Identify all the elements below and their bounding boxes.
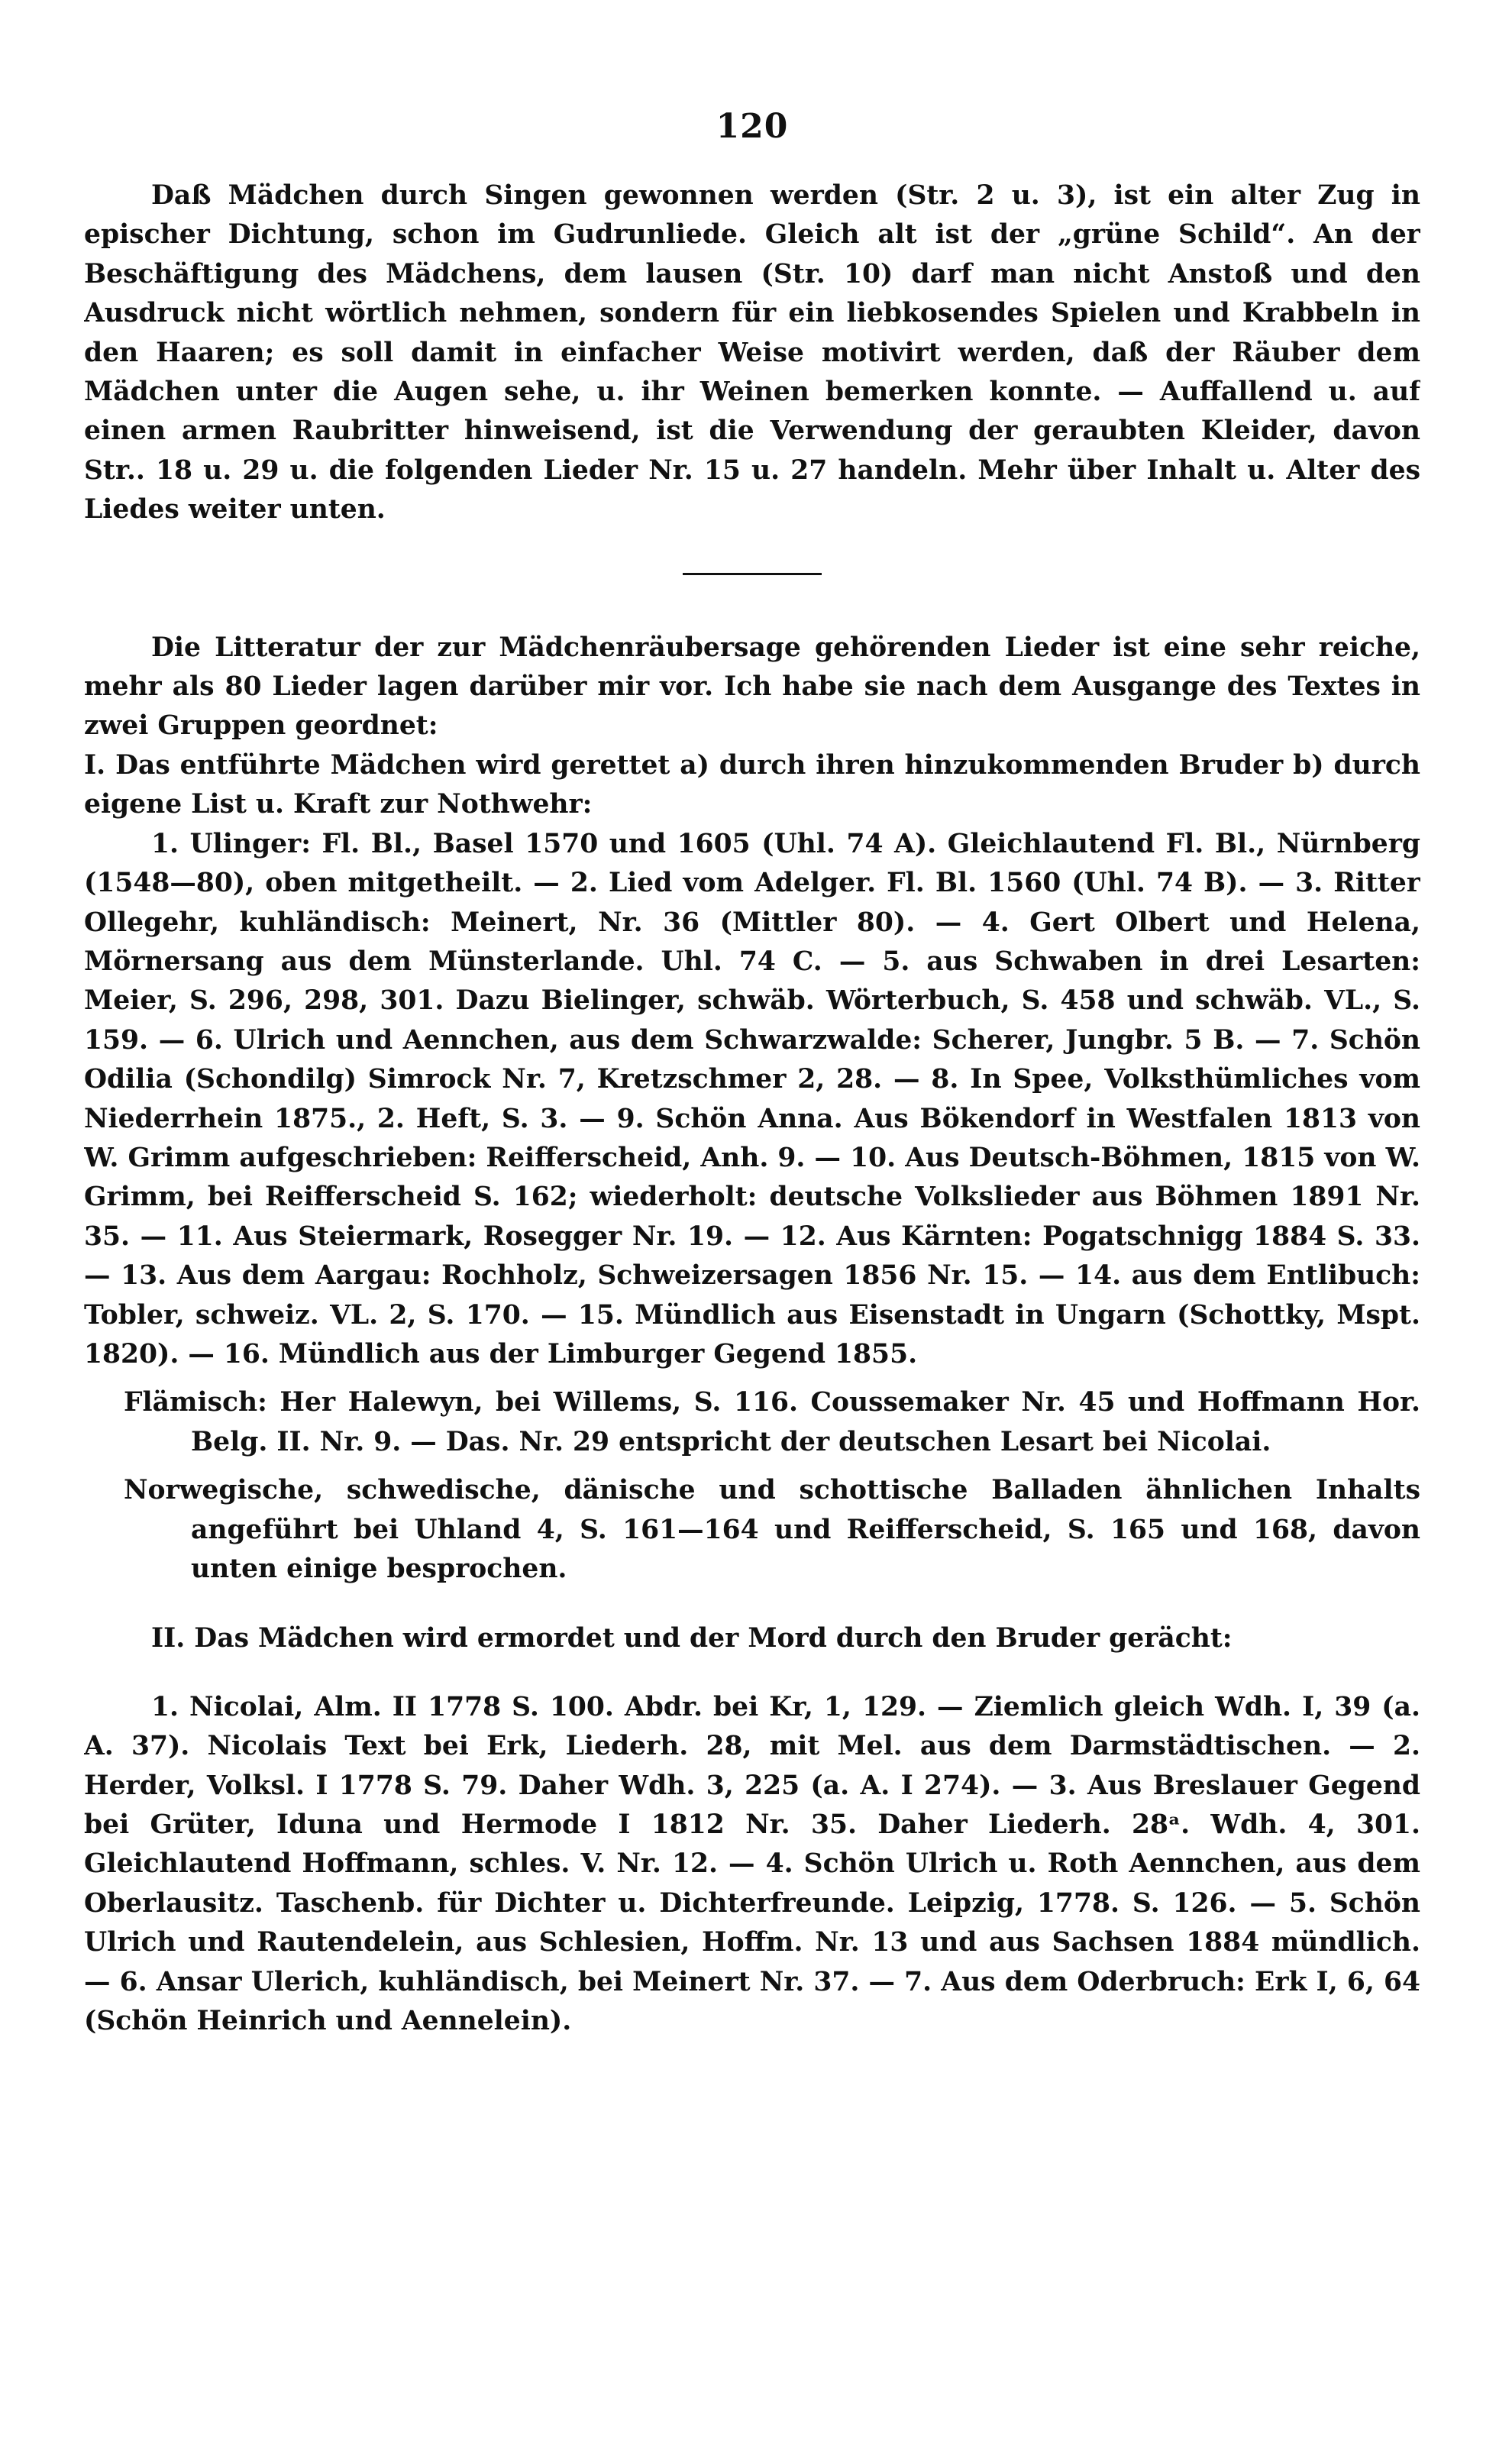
group-two-heading: II. Das Mädchen wird ermordet und der Mord durch den Bruder gerächt:	[151, 1623, 1233, 1654]
group-one-list: 1. Ulinger: Fl. Bl., Basel 1570 und 1605 (Uhl. 74 A). Gleichlautend Fl. Bl., Nürnberg (1548—80), oben mitgetheilt. — 2. Lied vom Adelger. Fl. Bl. 1560 (Uhl. 74 B). — 3. Ritter Ollegehr, kuhländisch: Meinert, Nr. 36 (Mittler 80). — 4. Gert Olbert und Helena, Mörnersang aus dem Münsterlande. Uhl. 74 C. — 5. aus Schwaben in drei Lesarten: Meier, S. 296, 298, 301. Dazu Bielinger, schwäb. Wörterbuch, S. 458 und schwäb. VL., S. 159. — 6. Ulrich und Aennchen, aus dem Schwarzwalde: Scherer, Jungbr. 5 B. — 7. Schön Odilia (Schondilg) Simrock Nr. 7, Kretzschmer 2, 28. — 8. In Spee, Volksthümliches vom Niederrhein 1875., 2. Heft, S. 3. — 9. Schön Anna. Aus Bökendorf in Westfalen 1813 von W. Grimm aufgeschrieben: Reifferscheid, Anh. 9. — 10. Aus Deutsch-Böhmen, 1815 von W. Grimm, bei Reifferscheid S. 162; wiederholt: deutsche Volkslieder aus Böhmen 1891 Nr. 35. — 11. Aus Steiermark, Rosegger Nr. 19. — 12. Aus Kärnten: Pogatschnigg 1884 S. 33. — 13. Aus dem Aargau: Rochholz, Schweizersagen 1856 Nr. 15. — 14. aus dem Entlibuch: Tobler, schweiz. VL. 2, S. 170. — 15. Mündlich aus Eisenstadt in Ungarn (Schottky, Mspt. 1820). — 16. Mündlich aus der Limburger Gegend 1855.	[84, 828, 1420, 1370]
book-page	[84, 107, 1420, 2398]
section-divider	[683, 573, 822, 575]
group-two-list: 1. Nicolai, Alm. II 1778 S. 100. Abdr. bei Kr, 1, 129. — Ziemlich gleich Wdh. I, 39 (a. A. 37). Nicolais Text bei Erk, Liederh. 28, mit Mel. aus dem Darmstädtischen. — 2. Herder, Volksl. I 1778 S. 79. Daher Wdh. 3, 225 (a. A. I 274). — 3. Aus Breslauer Gegend bei Grüter, Iduna und Hermode I 1812 Nr. 35. Daher Liederh. 28ᵃ. Wdh. 4, 301. Gleichlautend Hoffmann, schles. V. Nr. 12. — 4. Schön Ulrich u. Roth Aennchen, aus dem Oberlausitz. Taschenb. für Dichter u. Dichterfreunde. Leipzig, 1778. S. 126. — 5. Schön Ulrich und Rautendelein, aus Schlesien, Hoffm. Nr. 13 und aus Sachsen 1884 mündlich. — 6. Ansar Ulerich, kuhländisch, bei Meinert Nr. 37. — 7. Aus dem Oderbruch: Erk I, 6, 64 (Schön Heinrich und Aennelein).	[84, 1691, 1420, 2037]
intro-paragraph: Daß Mädchen durch Singen gewonnen werden (Str. 2 u. 3), ist ein alter Zug in epischer Dichtung, schon im Gudrunliede. Gleich alt ist der „grüne Schild“. An der Beschäftigung des Mädchens, dem lausen (Str. 10) darf man nicht Anstoß und den Ausdruck nicht wörtlich nehmen, sondern für ein liebkosendes Spielen und Krabbeln in den Haaren; es soll damit in einfacher Weise motivirt werden, daß der Räuber dem Mädchen unter die Augen sehe, u. ihr Weinen bemerken konnte. — Auffallend u. auf einen armen Raubritter hinweisend, ist die Verwendung der geraubten Kleider, davon Str.. 18 u. 29 u. die folgenden Lieder Nr. 15 u. 27 handeln. Mehr über Inhalt u. Alter des Liedes weiter unten.	[84, 180, 1420, 525]
spacer	[84, 1374, 1420, 1383]
literature-intro: Die Litteratur der zur Mädchenräubersage gehörenden Lieder ist eine sehr reiche, mehr als 80 Lieder lagen darüber mir vor. Ich habe sie nach dem Ausgange des Textes in zwei Gruppen geordnet:	[84, 632, 1420, 742]
flemish-note: Flämisch: Her Halewyn, bei Willems, S. 116. Coussemaker Nr. 45 und Hoffmann Hor. Belg. II. Nr. 9. — Das. Nr. 29 entspricht der deutschen Lesart bei Nicolai.	[124, 1387, 1420, 1457]
norwegian-note: Norwegische, schwedische, dänische und schottische Balladen ähnlichen Inhalts angeführt bei Uhland 4, S. 161—164 und Reifferscheid, S. 165 und 168, davon unten einige besprochen.	[124, 1475, 1420, 1584]
spacer	[84, 1462, 1420, 1471]
group-one-heading: I. Das entführte Mädchen wird gerettet a) durch ihren hinzukommenden Bruder b) durch eigene List u. Kraft zur Nothwehr:	[84, 749, 1420, 820]
page-number: 120	[716, 107, 789, 146]
